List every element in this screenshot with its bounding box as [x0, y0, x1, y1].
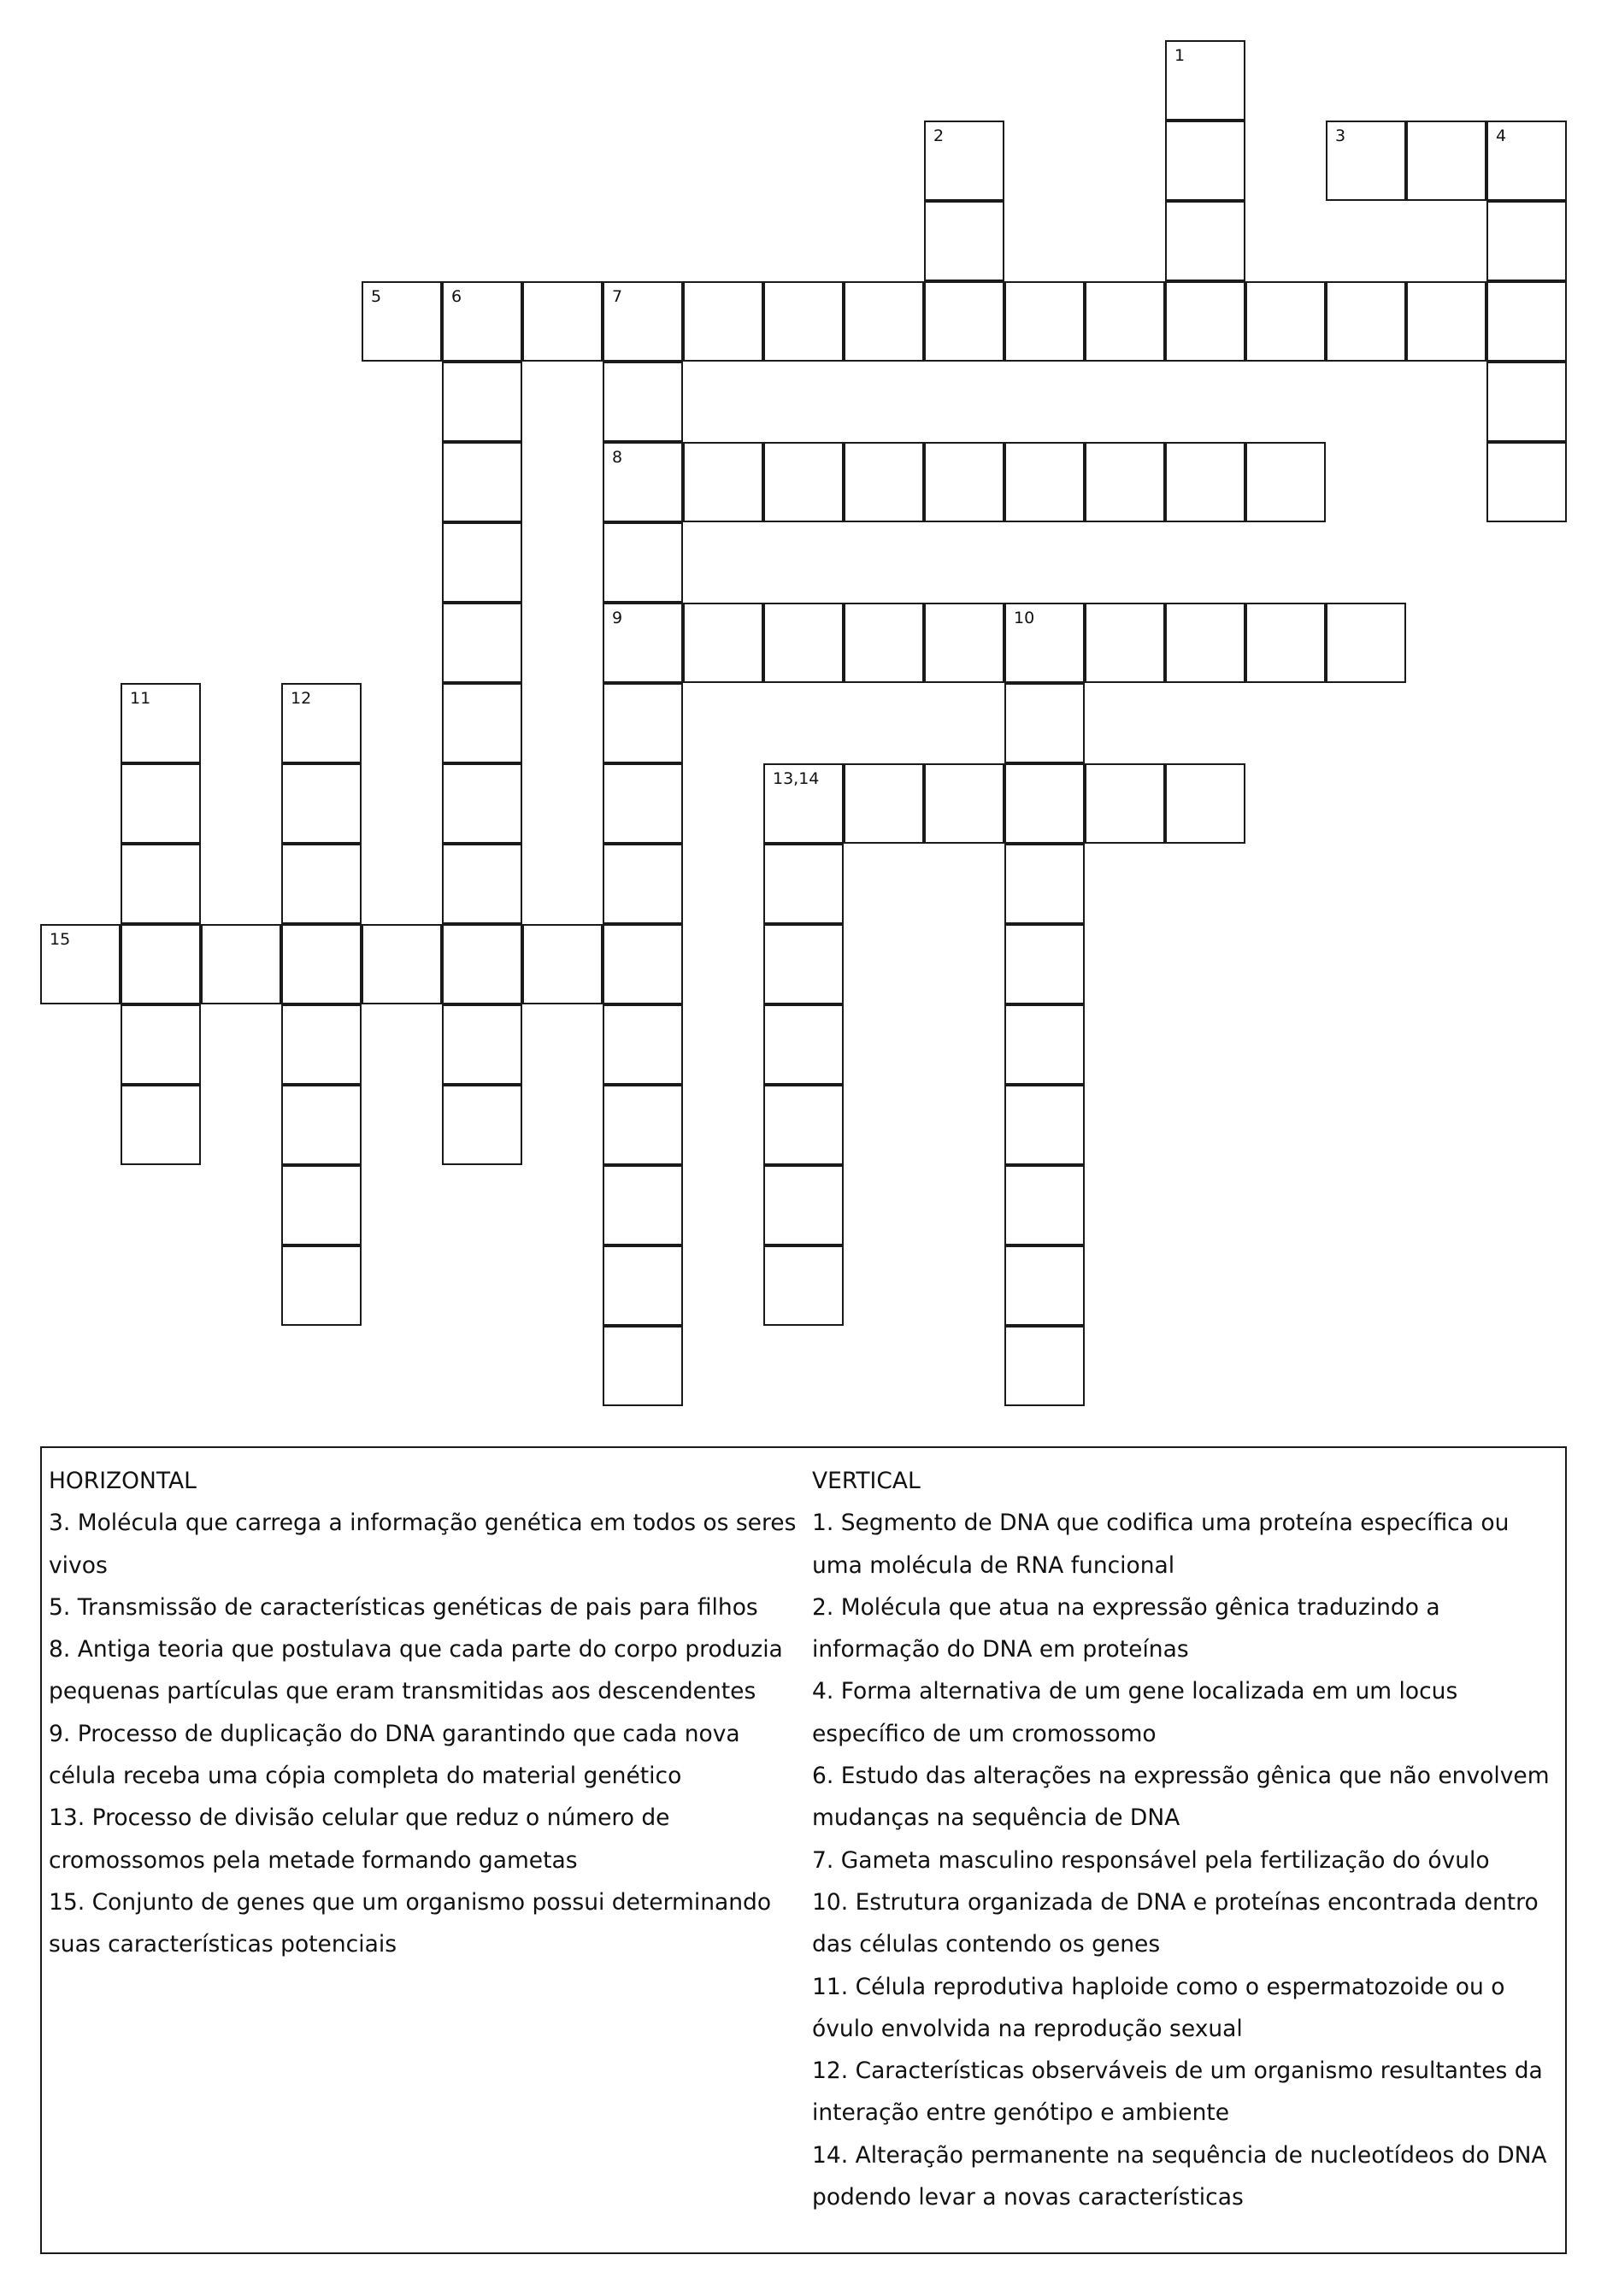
clue-number: 7 [612, 287, 623, 306]
crossword-cell[interactable] [603, 1165, 683, 1245]
crossword-cell[interactable] [1406, 281, 1486, 362]
crossword-cell[interactable] [1165, 442, 1245, 522]
crossword-cell[interactable] [442, 603, 522, 683]
horizontal-clues [49, 1460, 801, 1966]
crossword-cell[interactable] [924, 603, 1004, 683]
clue-number: 2 [933, 127, 945, 145]
crossword-cell[interactable] [763, 442, 844, 522]
clue-v-4: 4. Forma alternativa de um gene localizada em um locus específico de um cromossomo [812, 1678, 1458, 1747]
clue-v-14: 14. Alteração permanente na sequência de nucleotídeos do DNA podendo levar a novas características [812, 2141, 1547, 2211]
crossword-cell[interactable] [603, 844, 683, 924]
crossword-cell[interactable] [1085, 442, 1165, 522]
crossword-cell[interactable] [1326, 121, 1406, 201]
crossword-cell[interactable] [844, 603, 924, 683]
crossword-cell[interactable] [1165, 763, 1245, 844]
crossword-cell[interactable] [683, 442, 763, 522]
clue-number: 9 [612, 609, 623, 627]
crossword-cell[interactable] [1165, 281, 1245, 362]
crossword-cell[interactable] [683, 603, 763, 683]
crossword-cell[interactable] [1004, 683, 1085, 763]
crossword-cell[interactable] [763, 763, 844, 844]
crossword-cell[interactable] [763, 281, 844, 362]
crossword-cell[interactable] [1326, 281, 1406, 362]
crossword-cell[interactable] [1085, 763, 1165, 844]
clue-number: 6 [451, 287, 462, 306]
crossword-cell[interactable] [442, 683, 522, 763]
crossword-cell[interactable] [603, 1245, 683, 1326]
clue-v-11: 11. Célula reprodutiva haploide como o espermatozoide ou o óvulo envolvida na reprodução sexual [812, 1973, 1505, 2042]
crossword-cell[interactable] [121, 924, 201, 1004]
crossword-cell[interactable] [1486, 201, 1567, 281]
clue-v-2: 2. Molécula que atua na expressão gênica traduzindo a informação do DNA em proteínas [812, 1593, 1440, 1663]
crossword-cell[interactable] [1085, 281, 1165, 362]
crossword-cell[interactable] [763, 603, 844, 683]
crossword-cell[interactable] [1004, 1085, 1085, 1165]
crossword-cell[interactable] [763, 1165, 844, 1245]
crossword-cell[interactable] [1245, 603, 1326, 683]
crossword-cell[interactable] [442, 1004, 522, 1085]
crossword-cell[interactable] [603, 442, 683, 522]
crossword-cell[interactable] [281, 1004, 362, 1085]
crossword-cell[interactable] [1245, 281, 1326, 362]
crossword-cell[interactable] [1486, 442, 1567, 522]
crossword-cell[interactable] [1004, 603, 1085, 683]
crossword-cell[interactable] [442, 1085, 522, 1165]
crossword-cell[interactable] [362, 924, 442, 1004]
crossword-cell[interactable] [924, 281, 1004, 362]
crossword-cell[interactable] [442, 281, 522, 362]
crossword-cell[interactable] [1004, 1245, 1085, 1326]
crossword-cell[interactable] [763, 1004, 844, 1085]
crossword-cell[interactable] [603, 362, 683, 442]
crossword-cell[interactable] [1486, 121, 1567, 201]
crossword-cell[interactable] [281, 763, 362, 844]
clue-v-1: 1. Segmento de DNA que codifica uma proteína específica ou uma molécula de RNA funcional [812, 1510, 1510, 1579]
clue-number: 5 [371, 287, 382, 306]
crossword-cell[interactable] [603, 522, 683, 603]
crossword-cell[interactable] [442, 763, 522, 844]
crossword-cell[interactable] [763, 924, 844, 1004]
crossword-cell[interactable] [1165, 201, 1245, 281]
crossword-cell[interactable] [442, 522, 522, 603]
vertical-clues [812, 1460, 1564, 2218]
crossword-cell[interactable] [1486, 362, 1567, 442]
clue-number: 8 [612, 448, 623, 467]
crossword-cell[interactable] [281, 1245, 362, 1326]
crossword-cell[interactable] [121, 1004, 201, 1085]
clue-number: 1 [1174, 46, 1186, 65]
clues-box [40, 1446, 1567, 2254]
clue-v-6: 6. Estudo das alterações na expressão gênica que não envolvem mudanças na sequência de DNA [812, 1763, 1550, 1832]
crossword-cell[interactable] [1004, 924, 1085, 1004]
crossword-cell[interactable] [201, 924, 281, 1004]
crossword-cell[interactable] [442, 442, 522, 522]
crossword-cell[interactable] [603, 1085, 683, 1165]
clue-h-13: 13. Processo de divisão celular que reduz o número de cromossomos pela metade formando gametas [49, 1804, 670, 1874]
crossword-cell[interactable] [281, 1165, 362, 1245]
crossword-cell[interactable] [1004, 1165, 1085, 1245]
crossword-cell[interactable] [924, 121, 1004, 201]
clue-number: 10 [1014, 609, 1035, 627]
crossword-cell[interactable] [1004, 281, 1085, 362]
crossword-cell[interactable] [763, 1085, 844, 1165]
crossword-cell[interactable] [1165, 40, 1245, 121]
crossword-cell[interactable] [442, 362, 522, 442]
crossword-cell[interactable] [1004, 763, 1085, 844]
horizontal-heading: HORIZONTAL [49, 1468, 197, 1494]
crossword-cell[interactable] [121, 683, 201, 763]
crossword-cell[interactable] [603, 603, 683, 683]
clue-v-12: 12. Características observáveis de um organismo resultantes da interação entre genótipo e ambiente [812, 2058, 1543, 2127]
clue-v-10: 10. Estrutura organizada de DNA e proteínas encontrada dentro das células contendo os genes [812, 1888, 1539, 1958]
clue-v-7: 7. Gameta masculino responsável pela fertilização do óvulo [812, 1846, 1490, 1874]
crossword-cell[interactable] [683, 281, 763, 362]
crossword-cell[interactable] [763, 844, 844, 924]
crossword-cell[interactable] [522, 281, 603, 362]
crossword-cell[interactable] [844, 281, 924, 362]
crossword-cell[interactable] [1165, 603, 1245, 683]
clue-number: 13,14 [773, 769, 820, 788]
crossword-cell[interactable] [1004, 1326, 1085, 1406]
clue-number: 4 [1496, 127, 1507, 145]
crossword-cell[interactable] [1486, 281, 1567, 362]
crossword-cell[interactable] [924, 442, 1004, 522]
crossword-cell[interactable] [362, 281, 442, 362]
crossword-cell[interactable] [121, 763, 201, 844]
crossword-cell[interactable] [1004, 442, 1085, 522]
clue-number: 3 [1335, 127, 1346, 145]
crossword-cell[interactable] [442, 844, 522, 924]
crossword-cell[interactable] [603, 1004, 683, 1085]
crossword-cell[interactable] [763, 1245, 844, 1326]
crossword-cell[interactable] [603, 763, 683, 844]
clue-h-3: 3. Molécula que carrega a informação genética em todos os seres vivos [49, 1510, 797, 1579]
clue-number: 15 [50, 930, 71, 949]
crossword-cell[interactable] [1004, 844, 1085, 924]
crossword-cell[interactable] [924, 201, 1004, 281]
crossword-cell[interactable] [121, 844, 201, 924]
clue-number: 11 [130, 689, 151, 708]
crossword-cell[interactable] [40, 924, 121, 1004]
crossword-cell[interactable] [1004, 1004, 1085, 1085]
crossword-cell[interactable] [1085, 603, 1165, 683]
crossword-cell[interactable] [603, 924, 683, 1004]
crossword-cell[interactable] [442, 924, 522, 1004]
crossword-cell[interactable] [1165, 121, 1245, 201]
clue-number: 12 [291, 689, 312, 708]
crossword-cell[interactable] [924, 763, 1004, 844]
clue-h-8: 8. Antiga teoria que postulava que cada parte do corpo produzia pequenas partículas que eram transmitidas aos descendentes [49, 1636, 783, 1705]
crossword-cell[interactable] [121, 1085, 201, 1165]
vertical-heading: VERTICAL [812, 1468, 921, 1494]
clue-h-5: 5. Transmissão de características genéticas de pais para filhos [49, 1593, 758, 1621]
crossword-cell[interactable] [281, 1085, 362, 1165]
crossword-cell[interactable] [281, 844, 362, 924]
clue-h-9: 9. Processo de duplicação do DNA garantindo que cada nova célula receba uma cópia completa do material genético [49, 1720, 740, 1790]
crossword-cell[interactable] [1406, 121, 1486, 201]
crossword-cell[interactable] [844, 442, 924, 522]
crossword-cell[interactable] [603, 281, 683, 362]
crossword-cell[interactable] [281, 924, 362, 1004]
crossword-cell[interactable] [522, 924, 603, 1004]
clue-h-15: 15. Conjunto de genes que um organismo possui determinando suas características potenciais [49, 1888, 772, 1958]
crossword-cell[interactable] [1326, 603, 1406, 683]
crossword-cell[interactable] [281, 683, 362, 763]
crossword-cell[interactable] [603, 1326, 683, 1406]
crossword-cell[interactable] [1245, 442, 1326, 522]
crossword-cell[interactable] [603, 683, 683, 763]
crossword-cell[interactable] [844, 763, 924, 844]
